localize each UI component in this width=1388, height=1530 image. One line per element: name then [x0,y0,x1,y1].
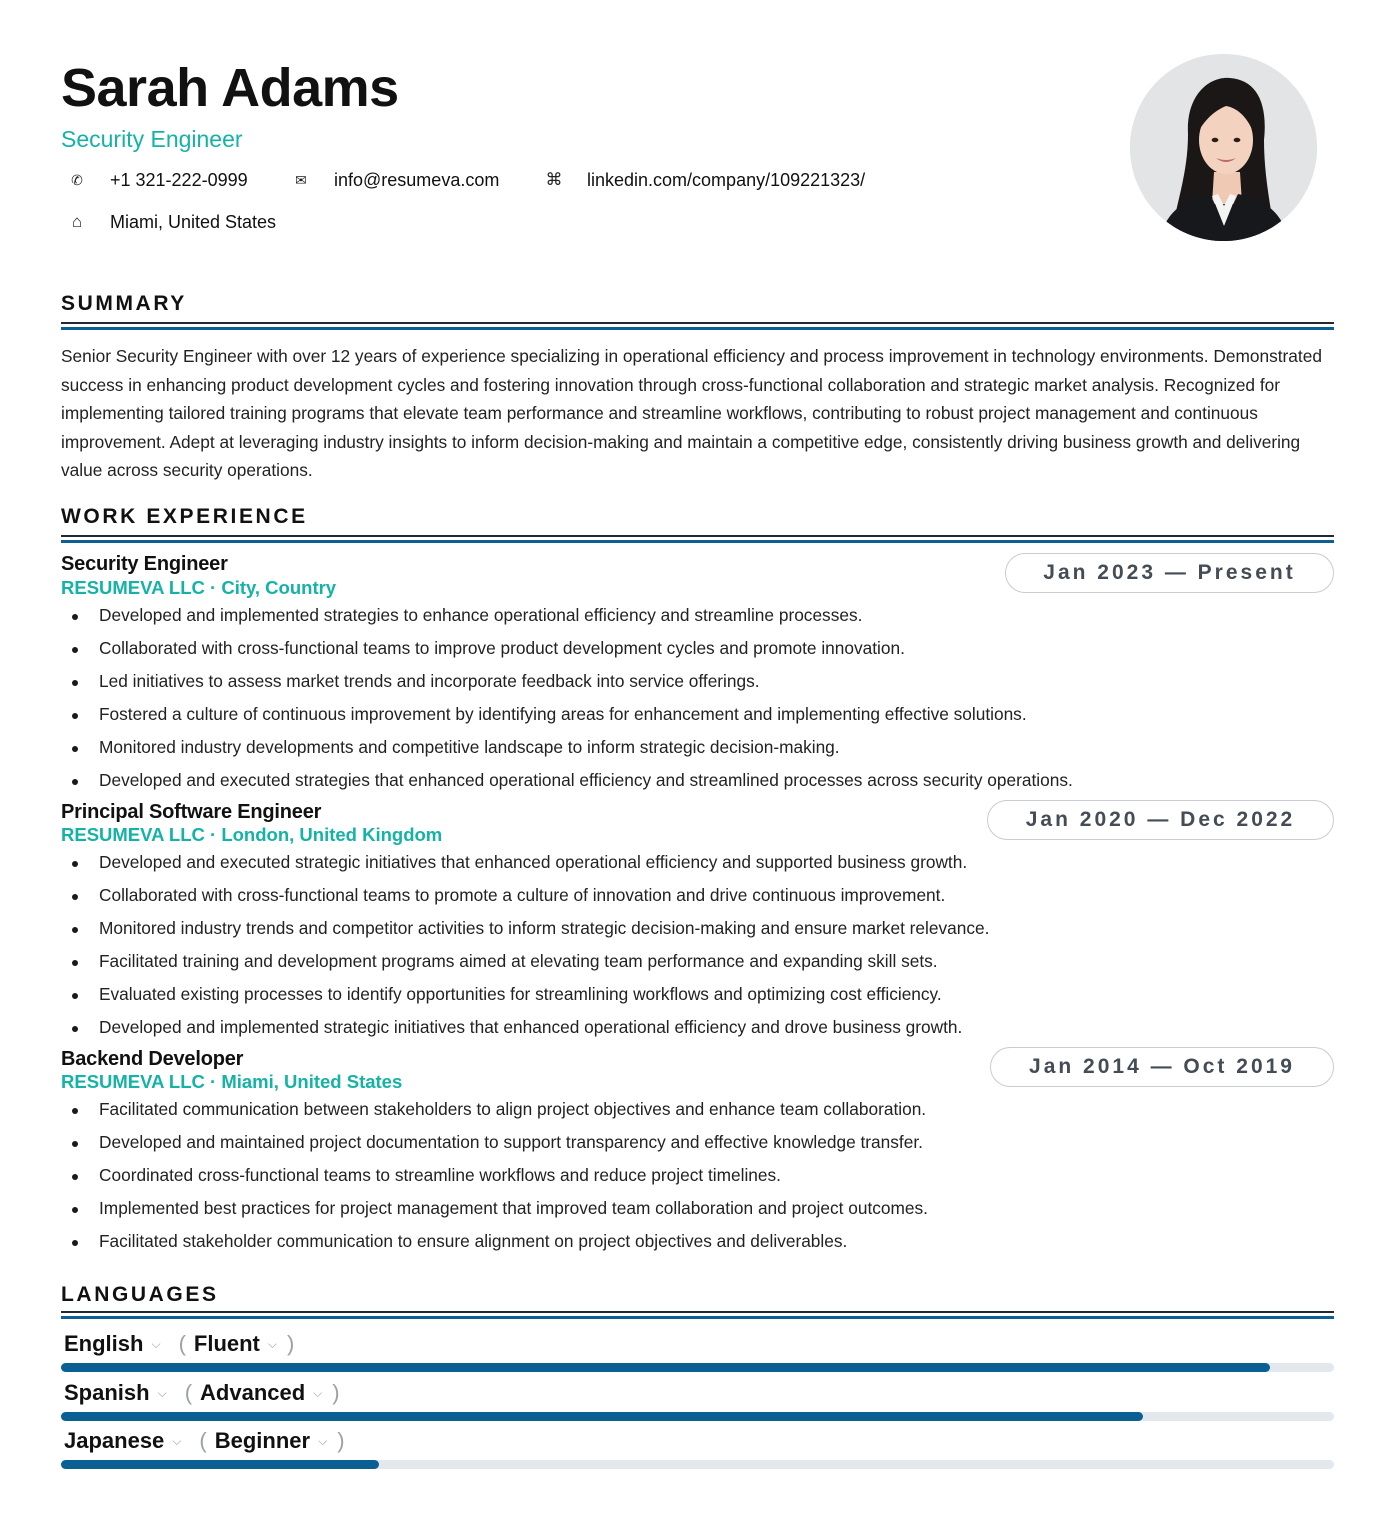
list-item: Monitored industry developments and competitive landscape to inform strategic decision-making. [61,731,1341,764]
command-icon: ⌘ [545,170,563,189]
candidate-name: Sarah Adams [61,58,399,118]
paren-open: ( [199,1428,207,1453]
language-row-english [64,1330,302,1358]
list-item: Implemented best practices for project management that improved team collaboration and project outcomes. [61,1192,1341,1225]
job-company: RESUMEVA LLC · London, United Kingdom [61,824,443,845]
chevron-down-icon[interactable]: ⌵ [267,1337,277,1351]
language-bar-fill [61,1412,1143,1421]
job-bullets [61,599,1341,797]
list-item: Developed and implemented strategic initiatives that enhanced operational efficiency and drove business growth. [61,1011,1341,1044]
list-item: Led initiatives to assess market trends and incorporate feedback into service offerings. [61,665,1341,698]
paren-open: ( [178,1331,186,1356]
language-name[interactable]: Japanese [64,1428,165,1453]
phone-text: +1 321-222-0999 [110,170,248,190]
paren-close: ) [337,1428,345,1453]
list-item: Collaborated with cross-functional teams to promote a culture of innovation and drive continuous improvement. [61,879,1341,912]
paren-close: ) [287,1331,295,1356]
language-name[interactable]: English [64,1331,144,1356]
profile-photo [1130,54,1317,241]
location-text: Miami, United States [110,212,277,232]
language-row-japanese [64,1427,353,1455]
language-row-spanish [64,1379,348,1407]
linkedin-text[interactable]: linkedin.com/company/109221323/ [587,170,866,190]
profile-photo-illustration [1130,54,1317,241]
language-bar-fill [61,1363,1270,1372]
list-item: Developed and implemented strategies to enhance operational efficiency and streamline processes. [61,599,1341,632]
job-dates: Jan 2023 — Present [1005,553,1334,593]
list-item: Facilitated communication between stakeholders to align project objectives and enhance team collaboration. [61,1093,1341,1126]
summary-heading: SUMMARY [61,292,187,315]
contact-location [65,210,276,234]
chevron-down-icon[interactable]: ⌵ [172,1434,182,1448]
chevron-down-icon[interactable]: ⌵ [151,1337,161,1351]
job-bullets [61,846,1341,1044]
list-item: Developed and executed strategies that enhanced operational efficiency and streamlined processes across security operations. [61,764,1341,797]
contact-phone [65,168,248,192]
list-item: Facilitated training and development programs aimed at elevating team performance and expanding skill sets. [61,945,1341,978]
language-bar-english [61,1363,1334,1372]
paren-open: ( [184,1380,193,1405]
job-bullets [61,1093,1341,1258]
experience-heading: WORK EXPERIENCE [61,505,308,528]
email-text[interactable]: info@resumeva.com [334,170,500,190]
phone-icon: ✆ [71,172,83,188]
job-dates: Jan 2014 — Oct 2019 [990,1047,1334,1087]
language-level[interactable]: Advanced [200,1380,306,1405]
candidate-role: Security Engineer [61,126,243,152]
language-bar-fill [61,1460,379,1469]
languages-heading: LANGUAGES [61,1283,219,1306]
language-level[interactable]: Beginner [214,1428,311,1453]
list-item: Collaborated with cross-functional teams to improve product development cycles and promote innovation. [61,632,1341,665]
job-company: RESUMEVA LLC · City, Country [61,577,337,598]
list-item: Coordinated cross-functional teams to streamline workflows and reduce project timelines. [61,1159,1341,1192]
list-item: Developed and executed strategic initiatives that enhanced operational efficiency and supported business growth. [61,846,1341,879]
job-title: Backend Developer [61,1048,244,1070]
list-item: Facilitated stakeholder communication to ensure alignment on project objectives and deliverables. [61,1225,1341,1258]
chevron-down-icon[interactable]: ⌵ [313,1386,323,1400]
list-item: Fostered a culture of continuous improvement by identifying areas for enhancement and implementing effective solutions. [61,698,1341,731]
list-item: Evaluated existing processes to identify opportunities for streamlining workflows and optimizing cost efficiency. [61,978,1341,1011]
home-icon: ⌂ [71,212,83,231]
mail-icon: ✉ [295,172,307,188]
chevron-down-icon[interactable]: ⌵ [318,1434,328,1448]
language-name[interactable]: Spanish [64,1380,150,1405]
list-item: Monitored industry trends and competitor activities to inform strategic decision-making and ensure market relevance. [61,912,1341,945]
contact-email [289,168,499,192]
language-bar-spanish [61,1412,1334,1421]
job-title: Principal Software Engineer [61,801,322,823]
paren-close: ) [332,1380,340,1405]
language-level[interactable]: Fluent [193,1331,260,1356]
summary-text: Senior Security Engineer with over 12 years of experience specializing in operational efficiency and process improvement in technology environments. Demonstrated success in enhancing product development cycles and fostering innovation through cross-functional collaboration and strategic market analysis. Recognized for implementing tailored training programs that elevate team performance and streamline workflows, contributing to robust project management and continuous improvement. Adept at leveraging industry insights to inform decision-making and maintain a competitive edge, consistently driving business growth and delivering value across security operations. [61,346,1322,481]
job-title: Security Engineer [61,553,228,575]
job-company: RESUMEVA LLC · Miami, United States [61,1071,403,1092]
job-dates: Jan 2020 — Dec 2022 [987,800,1334,840]
language-bar-japanese [61,1460,1334,1469]
list-item: Developed and maintained project documentation to support transparency and effective knowledge transfer. [61,1126,1341,1159]
contact-linkedin [542,168,865,192]
chevron-down-icon[interactable]: ⌵ [157,1386,167,1400]
